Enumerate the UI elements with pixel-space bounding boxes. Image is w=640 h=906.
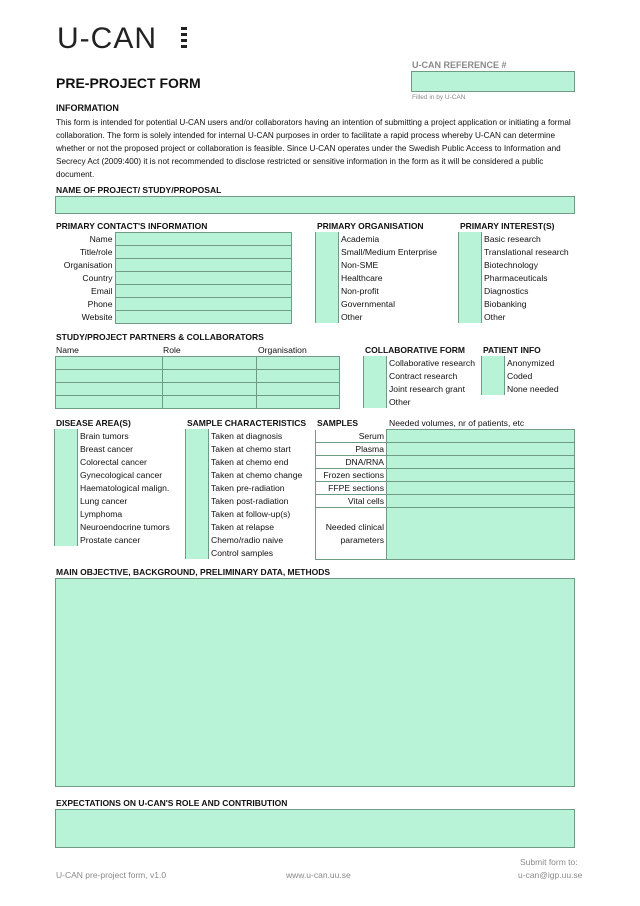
sample-char-option-label: Taken at chemo change (211, 469, 303, 480)
sample-char-option-label: Taken at diagnosis (211, 430, 283, 441)
organisation-option-label: Small/Medium Enterprise (341, 246, 437, 257)
sample-char-checkbox[interactable] (186, 481, 209, 494)
collaborative-checkbox[interactable] (364, 395, 387, 408)
organisation-option (316, 232, 454, 245)
collaborative-checkbox[interactable] (364, 382, 387, 395)
disease-checkbox[interactable] (55, 494, 78, 507)
collaborative-option-label: Collaborative research (389, 357, 475, 368)
clinical-parameters-input[interactable] (387, 508, 575, 560)
organisation-option-label: Non-SME (341, 259, 379, 270)
disease-option (55, 468, 184, 481)
organisation-option (316, 258, 454, 271)
sample-characteristics-heading: SAMPLE CHARACTERISTICS (187, 418, 307, 428)
collaborative-form-heading: COLLABORATIVE FORM (365, 345, 465, 355)
interest-option (459, 258, 572, 271)
samples-heading: SAMPLES (317, 418, 359, 428)
sample-char-option-label: Taken at chemo end (211, 456, 289, 467)
sample-char-option (186, 533, 309, 546)
interest-option-label: Translational research (484, 246, 569, 257)
primary-contact-heading: PRIMARY CONTACT'S INFORMATION (56, 221, 208, 231)
disease-option-label: Prostate cancer (80, 534, 141, 545)
disease-checkbox[interactable] (55, 520, 78, 533)
collaborative-checkbox[interactable] (364, 356, 387, 369)
partner-row (56, 370, 340, 383)
contact-field-input[interactable] (115, 272, 292, 285)
contact-row (55, 311, 292, 324)
interest-checkbox[interactable] (459, 258, 482, 271)
interest-checkbox[interactable] (459, 297, 482, 310)
patient-info-heading: PATIENT INFO (483, 345, 541, 355)
sample-char-option-label: Taken at chemo start (211, 443, 291, 454)
partner-role-input[interactable] (162, 383, 257, 396)
sample-char-option (186, 442, 309, 455)
clinical-parameters-line2: parameters (340, 535, 384, 545)
partner-name-input[interactable] (56, 396, 163, 409)
footer-website-link[interactable]: www.u-can.uu.se (286, 870, 351, 880)
partner-name-input[interactable] (56, 370, 163, 383)
disease-option (55, 533, 184, 546)
disease-checkbox[interactable] (55, 507, 78, 520)
organisation-option (316, 310, 454, 323)
footer-version: U-CAN pre-project form, v1.0 (56, 870, 167, 880)
project-name-heading: NAME OF PROJECT/ STUDY/PROPOSAL (56, 185, 222, 195)
sample-amount-input[interactable] (387, 495, 575, 508)
contact-row (55, 285, 292, 298)
disease-option (55, 481, 184, 494)
sample-char-checkbox[interactable] (186, 429, 209, 442)
sample-characteristics-options (185, 429, 309, 559)
disease-option (55, 442, 184, 455)
contact-field-input[interactable] (115, 285, 292, 298)
interest-checkbox[interactable] (459, 310, 482, 323)
organisation-checkbox[interactable] (316, 258, 339, 271)
sample-type-label: DNA/RNA (316, 456, 387, 469)
patient-info-checkbox[interactable] (482, 382, 505, 395)
partner-row (56, 383, 340, 396)
partners-col-name: Name (56, 345, 79, 355)
contact-field-label: Name (89, 234, 113, 244)
sample-type-label: Plasma (316, 443, 387, 456)
sample-char-option-label: Taken at follow-up(s) (211, 508, 291, 519)
main-objective-field[interactable] (55, 578, 575, 787)
sample-row (316, 482, 575, 495)
interest-checkbox[interactable] (459, 271, 482, 284)
collaborative-option-label: Joint research grant (389, 383, 465, 394)
organisation-option-label: Academia (341, 233, 380, 244)
contact-row (55, 272, 292, 285)
contact-field-input[interactable] (115, 246, 292, 259)
collaborative-option (364, 356, 480, 369)
interest-checkbox[interactable] (459, 284, 482, 297)
partner-name-input[interactable] (56, 357, 163, 370)
organisation-option-label: Non-profit (341, 285, 379, 296)
sample-char-option (186, 455, 309, 468)
logo-bars-icon (181, 27, 187, 51)
disease-option (55, 429, 184, 442)
information-text: This form is intended for potential U-CAN users and/or collaborators having an intention of submitting a project application or initiating a formal collaboration. The form is solely intended for internal U-CAN purposes in order to facilitate a rapid process whereby U-CAN can determine whether or not the proposed project or collaboration is feasible. Since U-CAN operates under the Swedish Public Access to Information and Secrecy Act (2009:400) it is not recommended to disclose restricted or sensitive information in the form as it will be considered a public document. (56, 118, 571, 179)
primary-interest-options (458, 232, 572, 323)
collaborative-option (364, 369, 480, 382)
sample-char-checkbox[interactable] (186, 533, 209, 546)
sample-char-checkbox[interactable] (186, 507, 209, 520)
contact-field-label: Website (81, 312, 113, 322)
organisation-option-label: Governmental (341, 298, 395, 309)
disease-option (55, 455, 184, 468)
organisation-option (316, 245, 454, 258)
partner-organisation-input[interactable] (257, 357, 340, 370)
organisation-option-label: Healthcare (341, 272, 383, 283)
interest-option (459, 284, 572, 297)
partners-col-organisation: Organisation (258, 345, 307, 355)
collaborative-option (364, 382, 480, 395)
disease-option-label: Brain tumors (80, 430, 129, 441)
interest-option (459, 245, 572, 258)
organisation-option (316, 297, 454, 310)
disease-option (55, 507, 184, 520)
partner-row (56, 357, 340, 370)
sample-char-checkbox[interactable] (186, 455, 209, 468)
main-objective-heading: MAIN OBJECTIVE, BACKGROUND, PRELIMINARY DATA, METHODS (56, 567, 331, 577)
primary-organisation-heading: PRIMARY ORGANISATION (317, 221, 424, 231)
sample-row (316, 495, 575, 508)
interest-option-label: Pharmaceuticals (484, 272, 548, 283)
clinical-parameters-label (316, 508, 387, 560)
disease-option-label: Lymphoma (80, 508, 123, 519)
sample-amount-input[interactable] (387, 469, 575, 482)
contact-field-input[interactable] (115, 298, 292, 311)
sample-char-checkbox[interactable] (186, 494, 209, 507)
sample-amount-input[interactable] (387, 482, 575, 495)
organisation-checkbox[interactable] (316, 232, 339, 245)
partner-name-input[interactable] (56, 383, 163, 396)
interest-option-label: Other (484, 311, 506, 322)
contact-field-label: Organisation (63, 260, 113, 270)
interest-checkbox[interactable] (459, 245, 482, 258)
sample-row (316, 456, 575, 469)
interest-checkbox[interactable] (459, 232, 482, 245)
disease-checkbox[interactable] (55, 533, 78, 546)
partner-row (56, 396, 340, 409)
sample-char-option (186, 429, 309, 442)
samples-note: Needed volumes, nr of patients, etc (389, 418, 525, 428)
reference-note: Filled in by U-CAN (412, 94, 466, 101)
contact-row (55, 233, 292, 246)
patient-info-checkbox[interactable] (482, 369, 505, 382)
disease-option-label: Breast cancer (80, 443, 134, 454)
organisation-option (316, 271, 454, 284)
partners-col-role: Role (163, 345, 181, 355)
contact-field-label: Email (91, 286, 113, 296)
information-heading: INFORMATION (56, 103, 119, 113)
disease-checkbox[interactable] (55, 468, 78, 481)
sample-char-option (186, 468, 309, 481)
sample-amount-input[interactable] (387, 443, 575, 456)
disease-checkbox[interactable] (55, 455, 78, 468)
contact-field-input[interactable] (115, 311, 292, 324)
interest-option-label: Diagnostics (484, 285, 529, 296)
partner-role-input[interactable] (162, 396, 257, 409)
interest-option-label: Basic research (484, 233, 541, 244)
sample-char-option-label: Taken pre-radiation (211, 482, 285, 493)
disease-checkbox[interactable] (55, 481, 78, 494)
form-title: PRE-PROJECT FORM (56, 75, 201, 91)
clinical-parameters-line1: Needed clinical (325, 522, 384, 532)
sample-char-checkbox[interactable] (186, 520, 209, 533)
sample-row (316, 469, 575, 482)
patient-info-option (482, 356, 571, 369)
sample-row (316, 443, 575, 456)
disease-option-label: Lung cancer (80, 495, 128, 506)
disease-checkbox[interactable] (55, 429, 78, 442)
organisation-checkbox[interactable] (316, 271, 339, 284)
partner-organisation-input[interactable] (257, 396, 340, 409)
sample-amount-input[interactable] (387, 430, 575, 443)
organisation-checkbox[interactable] (316, 245, 339, 258)
patient-info-option-label: None needed (507, 383, 559, 394)
contact-row (55, 298, 292, 311)
contact-row (55, 246, 292, 259)
sample-char-option-label: Taken at relapse (211, 521, 275, 532)
sample-row (316, 430, 575, 443)
collaborative-checkbox[interactable] (364, 369, 387, 382)
interest-option (459, 271, 572, 284)
expectations-heading: EXPECTATIONS ON U-CAN'S ROLE AND CONTRIBUTION (56, 798, 288, 808)
collaborative-option (364, 395, 480, 408)
partners-heading: STUDY/PROJECT PARTNERS & COLLABORATORS (56, 332, 264, 342)
patient-info-option (482, 382, 571, 395)
sample-row-clinical (316, 508, 575, 560)
disease-option (55, 520, 184, 533)
disease-option (55, 494, 184, 507)
interest-option-label: Biotechnology (484, 259, 538, 270)
interest-option (459, 232, 572, 245)
partner-organisation-input[interactable] (257, 370, 340, 383)
patient-info-option (482, 369, 571, 382)
contact-field-label: Phone (87, 299, 113, 309)
disease-option-label: Colorectal cancer (80, 456, 147, 467)
contact-field-label: Title/role (79, 247, 113, 257)
reference-label: U-CAN REFERENCE # (412, 60, 507, 70)
disease-option-label: Haematological malign. (80, 482, 170, 493)
contact-field-input[interactable] (115, 259, 292, 272)
contact-row (55, 259, 292, 272)
u-can-logo: U-CAN (57, 22, 157, 55)
sample-type-label: FFPE sections (316, 482, 387, 495)
organisation-option (316, 284, 454, 297)
sample-char-option-label: Control samples (211, 547, 274, 558)
samples-table (315, 429, 575, 560)
project-name-field[interactable] (55, 196, 575, 214)
patient-info-option-label: Coded (507, 370, 533, 381)
sample-type-label: Vital cells (316, 495, 387, 508)
interest-option (459, 310, 572, 323)
sample-char-option (186, 481, 309, 494)
organisation-checkbox[interactable] (316, 310, 339, 323)
sample-type-label: Frozen sections (316, 469, 387, 482)
sample-char-option (186, 546, 309, 559)
sample-type-label: Serum (316, 430, 387, 443)
disease-option-label: Neuroendocrine tumors (80, 521, 170, 532)
partner-role-input[interactable] (162, 370, 257, 383)
patient-info-checkbox[interactable] (482, 356, 505, 369)
collaborative-option-label: Contract research (389, 370, 458, 381)
primary-contact-table (55, 232, 292, 324)
interest-option (459, 297, 572, 310)
patient-info-option-label: Anonymized (507, 357, 555, 368)
patient-info-options (481, 356, 571, 395)
partner-organisation-input[interactable] (257, 383, 340, 396)
interest-option-label: Biobanking (484, 298, 527, 309)
expectations-field[interactable] (55, 809, 575, 848)
contact-field-label: Country (82, 273, 113, 283)
partner-role-input[interactable] (162, 357, 257, 370)
primary-interest-heading: PRIMARY INTEREST(S) (460, 221, 555, 231)
sample-amount-input[interactable] (387, 456, 575, 469)
sample-char-option (186, 520, 309, 533)
organisation-option-label: Other (341, 311, 363, 322)
reference-field[interactable] (411, 71, 575, 92)
footer-submit-label: Submit form to: (520, 857, 578, 867)
disease-areas-options (54, 429, 184, 546)
sample-char-option-label: Chemo/radio naive (211, 534, 284, 545)
disease-option-label: Gynecological cancer (80, 469, 163, 480)
sample-char-checkbox[interactable] (186, 546, 209, 559)
disease-areas-heading: DISEASE AREA(S) (56, 418, 131, 428)
organisation-checkbox[interactable] (316, 297, 339, 310)
primary-organisation-options (315, 232, 454, 323)
sample-char-checkbox[interactable] (186, 468, 209, 481)
partners-table (55, 356, 340, 409)
sample-char-option (186, 494, 309, 507)
collaborative-option-label: Other (389, 396, 411, 407)
organisation-checkbox[interactable] (316, 284, 339, 297)
collaborative-form-options (363, 356, 480, 408)
sample-char-option-label: Taken post-radiation (211, 495, 289, 506)
sample-char-checkbox[interactable] (186, 442, 209, 455)
disease-checkbox[interactable] (55, 442, 78, 455)
contact-field-input[interactable] (115, 233, 292, 246)
sample-char-option (186, 507, 309, 520)
footer-submit-email[interactable]: u-can@igp.uu.se (518, 870, 583, 880)
